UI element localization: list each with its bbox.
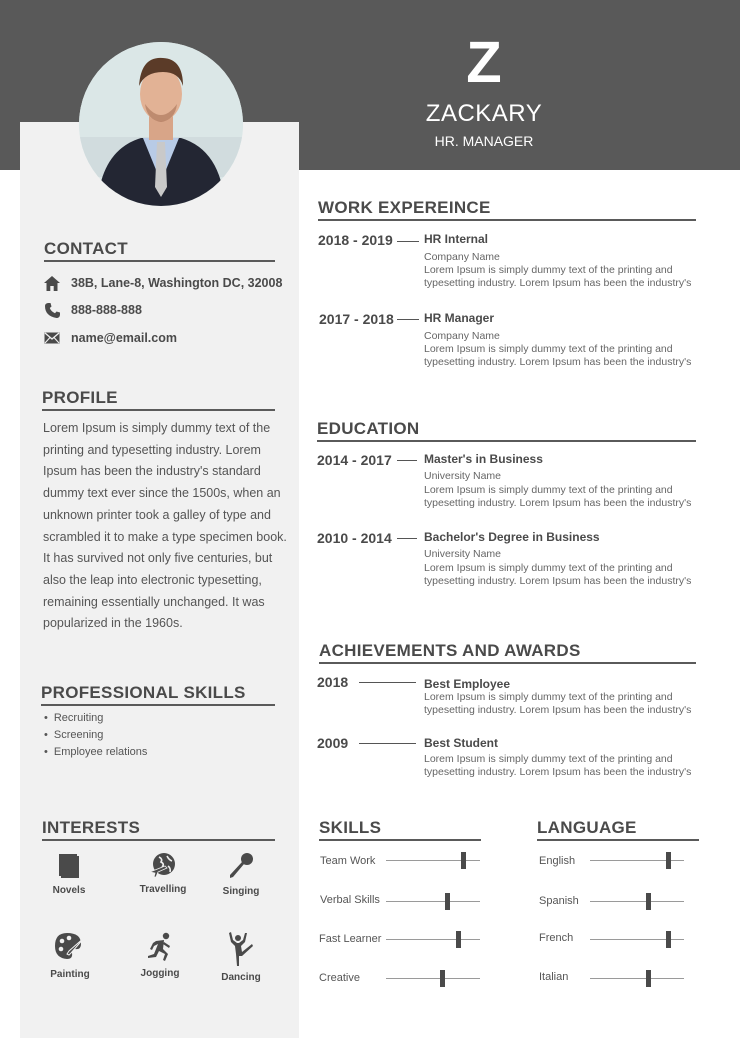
education-degree: Bachelor's Degree in Business (424, 530, 600, 544)
language-label: Spanish (539, 895, 579, 907)
skill-label: Fast Learner (319, 933, 382, 945)
timeline-dash (397, 538, 417, 539)
interest-label: Travelling (139, 884, 187, 895)
work-title: HR Internal (424, 232, 489, 246)
professional-skill-item: • Recruiting (44, 710, 147, 727)
achievements-section-title: ACHIEVEMENTS AND AWARDS (319, 640, 696, 664)
contact-section-title: CONTACT (44, 238, 275, 262)
interest-label: Painting (50, 969, 90, 980)
phone-text[interactable]: 888-888-888 (71, 303, 142, 317)
phone-icon (44, 302, 60, 318)
interest-dancing (206, 932, 276, 983)
timeline-dash (359, 743, 416, 744)
skill-label: Team Work (320, 855, 376, 867)
interest-label: Novels (52, 885, 86, 896)
achievement-year: 2018 (317, 674, 349, 690)
person-name: ZACKARY (425, 100, 543, 127)
education-degree: Master's in Business (424, 452, 543, 466)
language-bar-knob (646, 893, 651, 910)
dancer-icon (228, 932, 254, 966)
achievement-description: Lorem Ipsum is simply dummy text of the printing and typesetting industry. Lorem Ipsum has been the industry's (424, 691, 692, 716)
work-company: Company Name (424, 251, 500, 263)
skill-bar-track (386, 901, 480, 902)
interest-travelling (128, 852, 198, 895)
envelope-icon (44, 330, 60, 346)
timeline-dash (397, 241, 419, 242)
language-label: French (539, 932, 574, 944)
timeline-dash (397, 319, 419, 320)
skill-bar-knob (456, 931, 461, 948)
language-bar-knob (666, 931, 671, 948)
education-description: Lorem Ipsum is simply dummy text of the printing and typesetting industry. Lorem Ipsum has been the industry's (424, 484, 692, 509)
skills-section-title: SKILLS (319, 817, 481, 841)
skill-bar-knob (445, 893, 450, 910)
interest-painting (35, 931, 105, 980)
work-description: Lorem Ipsum is simply dummy text of the printing and typesetting industry. Lorem Ipsum has been the industry's (424, 264, 692, 289)
contact-phone (44, 302, 142, 318)
person-role: HR. MANAGER (434, 133, 534, 149)
achievement-year: 2009 (317, 735, 349, 751)
timeline-dash (397, 460, 417, 461)
profile-photo (79, 42, 243, 206)
professional-skill-item: • Employee relations (44, 744, 147, 761)
education-section-title: EDUCATION (317, 418, 696, 442)
education-description: Lorem Ipsum is simply dummy text of the printing and typesetting industry. Lorem Ipsum has been the industry's (424, 562, 692, 587)
palette-icon (53, 931, 87, 963)
globe-plane-icon (149, 852, 177, 878)
book-icon (58, 853, 80, 879)
interest-label: Dancing (221, 972, 261, 983)
achievement-title: Best Employee (424, 677, 511, 691)
language-label: English (539, 855, 576, 867)
interest-label: Jogging (140, 968, 180, 979)
achievement-description: Lorem Ipsum is simply dummy text of the printing and typesetting industry. Lorem Ipsum has been the industry's (424, 753, 692, 778)
contact-address (44, 275, 282, 291)
skill-label: Creative (319, 972, 360, 984)
education-years: 2010 - 2014 (317, 530, 392, 546)
profile-section-title: PROFILE (42, 387, 275, 411)
profile-text: Lorem Ipsum is simply dummy text of the printing and typesetting industry. Lorem Ipsum has been the industry's standard dummy text ever since the 1500s, when an unknown printer took a galley of type and scrambled it to make a type specimen book. It has survived not only five centuries, but also the leap into electronic typesetting, remaining essentially unchanged. It was popularized in the 1960s. (43, 421, 287, 631)
work-title: HR Manager (424, 311, 495, 325)
email-text[interactable]: name@email.com (71, 331, 177, 345)
microphone-icon (228, 852, 254, 880)
work-section-title: WORK EXPEREINCE (318, 197, 696, 221)
professional-skills-section-title: PROFESSIONAL SKILLS (41, 682, 275, 706)
name-initial: Z (466, 30, 502, 95)
language-bar-knob (646, 970, 651, 987)
language-bar-track (590, 901, 684, 902)
interest-label: Singing (222, 886, 260, 897)
language-bar-knob (666, 852, 671, 869)
education-years: 2014 - 2017 (317, 452, 392, 468)
interests-section-title: INTERESTS (42, 817, 275, 841)
work-company: Company Name (424, 330, 500, 342)
education-university: University Name (424, 470, 502, 482)
skill-bar-track (386, 939, 480, 940)
interest-jogging (125, 932, 195, 979)
skill-bar-track (386, 978, 480, 979)
interest-novels (34, 853, 104, 896)
skill-bar-knob (461, 852, 466, 869)
professional-skill-item: • Screening (44, 727, 147, 744)
skill-label: Verbal Skills (320, 894, 380, 906)
achievement-title: Best Student (424, 736, 499, 750)
address-text: 38B, Lane-8, Washington DC, 32008 (71, 276, 283, 290)
professional-skills-list (44, 710, 147, 761)
timeline-dash (359, 682, 416, 683)
work-years: 2018 - 2019 (318, 232, 393, 248)
work-description: Lorem Ipsum is simply dummy text of the printing and typesetting industry. Lorem Ipsum has been the industry's (424, 343, 692, 368)
language-label: Italian (539, 971, 569, 983)
contact-email (44, 330, 177, 346)
work-years: 2017 - 2018 (319, 311, 394, 327)
language-bar-track (590, 978, 684, 979)
education-university: University Name (424, 548, 502, 560)
home-icon (44, 275, 60, 291)
language-section-title: LANGUAGE (537, 817, 699, 841)
runner-icon (146, 932, 174, 962)
skill-bar-knob (440, 970, 445, 987)
interest-singing (206, 852, 276, 897)
